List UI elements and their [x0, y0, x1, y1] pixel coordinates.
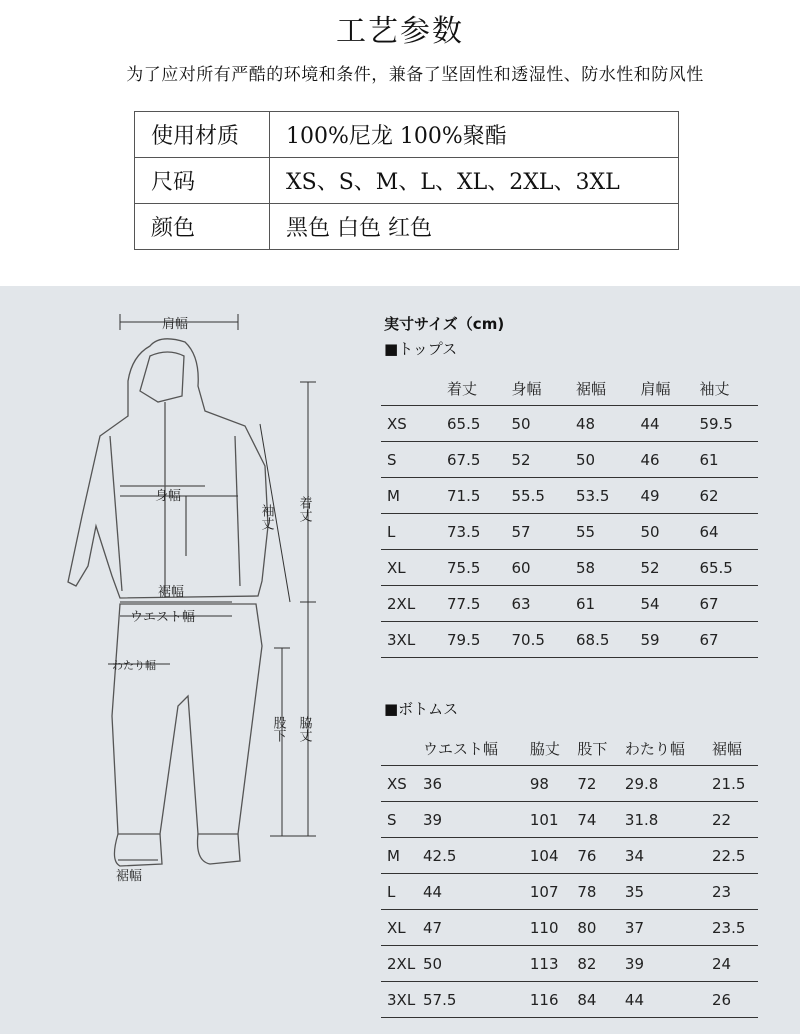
table-row	[381, 874, 758, 910]
table-cell: M	[381, 838, 417, 874]
tops-col: 肩幅	[635, 371, 694, 406]
table-cell: 50	[506, 406, 571, 442]
table-cell: XS	[381, 766, 417, 802]
spec-row-material	[135, 112, 679, 158]
table-cell: 60	[506, 550, 571, 586]
table-cell: 80	[571, 910, 619, 946]
table-row	[381, 442, 758, 478]
table-cell: 22.5	[706, 838, 758, 874]
table-cell: 55	[570, 514, 635, 550]
table-row	[381, 622, 758, 658]
spec-value: 100%尼龙 100%聚酯	[270, 112, 679, 158]
label-waist: ウエスト幅	[130, 610, 196, 625]
tops-col: 袖丈	[693, 371, 758, 406]
spec-row-size	[135, 158, 679, 204]
label-thigh: わたり幅	[112, 659, 156, 672]
table-cell: 63	[506, 586, 571, 622]
spec-key: 使用材质	[135, 112, 270, 158]
table-row	[381, 514, 758, 550]
tops-col	[381, 371, 441, 406]
bottoms-col: 脇丈	[524, 731, 572, 766]
table-cell: 77.5	[441, 586, 506, 622]
table-cell: 74	[571, 802, 619, 838]
tops-header-row	[381, 371, 758, 406]
table-cell: 34	[619, 838, 706, 874]
table-cell: XL	[381, 910, 417, 946]
table-cell: 78	[571, 874, 619, 910]
table-cell: 48	[570, 406, 635, 442]
table-cell: M	[381, 478, 441, 514]
spec-value: XS、S、M、L、XL、2XL、3XL	[270, 158, 679, 204]
table-cell: 84	[571, 982, 619, 1018]
table-row	[381, 982, 758, 1018]
table-cell: 52	[506, 442, 571, 478]
table-cell: 52	[635, 550, 694, 586]
table-row	[381, 478, 758, 514]
table-cell: 39	[619, 946, 706, 982]
table-cell: 54	[635, 586, 694, 622]
table-cell: 70.5	[506, 622, 571, 658]
bottoms-col: ウエスト幅	[417, 731, 524, 766]
spec-table	[134, 111, 679, 250]
table-cell: 3XL	[381, 982, 417, 1018]
table-cell: 98	[524, 766, 572, 802]
table-row	[381, 946, 758, 982]
table-cell: L	[381, 874, 417, 910]
bottoms-col: 裾幅	[706, 731, 758, 766]
table-cell: 58	[570, 550, 635, 586]
table-cell: 65.5	[441, 406, 506, 442]
label-body-width: 身幅	[155, 489, 182, 504]
table-row	[381, 766, 758, 802]
table-cell: 67	[693, 586, 758, 622]
table-cell: 47	[417, 910, 524, 946]
table-cell: 50	[570, 442, 635, 478]
label-side-length: 脇丈	[296, 716, 312, 742]
table-row	[381, 910, 758, 946]
table-cell: 37	[619, 910, 706, 946]
table-cell: 39	[417, 802, 524, 838]
label-hem: 裾幅	[158, 585, 185, 600]
table-cell: 24	[706, 946, 758, 982]
table-cell: 44	[635, 406, 694, 442]
table-cell: 62	[693, 478, 758, 514]
table-cell: 61	[570, 586, 635, 622]
table-cell: 76	[571, 838, 619, 874]
table-cell: 59	[635, 622, 694, 658]
spec-key: 尺码	[135, 158, 270, 204]
table-row	[381, 406, 758, 442]
label-leg-hem: 裾幅	[116, 869, 143, 884]
table-cell: 68.5	[570, 622, 635, 658]
table-cell: 36	[417, 766, 524, 802]
table-cell: 44	[619, 982, 706, 1018]
table-cell: S	[381, 802, 417, 838]
label-sleeve: 袖丈	[258, 504, 274, 530]
table-cell: 82	[571, 946, 619, 982]
spec-value: 黑色 白色 红色	[270, 204, 679, 250]
table-cell: 110	[524, 910, 572, 946]
table-cell: XS	[381, 406, 441, 442]
bottoms-col: わたり幅	[619, 731, 706, 766]
table-cell: 49	[635, 478, 694, 514]
table-cell: 50	[417, 946, 524, 982]
tops-col: 着丈	[441, 371, 506, 406]
table-row	[381, 550, 758, 586]
table-cell: 116	[524, 982, 572, 1018]
table-cell: L	[381, 514, 441, 550]
table-cell: 113	[524, 946, 572, 982]
table-row	[381, 586, 758, 622]
label-inseam: 股下	[270, 716, 286, 742]
table-row	[381, 838, 758, 874]
table-cell: 67.5	[441, 442, 506, 478]
table-cell: 72	[571, 766, 619, 802]
bottoms-table	[381, 731, 758, 1018]
table-cell: 26	[706, 982, 758, 1018]
table-cell: 65.5	[693, 550, 758, 586]
table-cell: 75.5	[441, 550, 506, 586]
table-cell: 71.5	[441, 478, 506, 514]
pants-outline	[112, 604, 262, 866]
page-title: 工艺参数	[336, 14, 464, 49]
label-length: 着丈	[296, 496, 312, 522]
size-title: 実寸サイズ（cm)	[384, 315, 505, 333]
table-cell: 53.5	[570, 478, 635, 514]
tops-col: 裾幅	[570, 371, 635, 406]
table-cell: 29.8	[619, 766, 706, 802]
table-cell: 3XL	[381, 622, 441, 658]
table-cell: 73.5	[441, 514, 506, 550]
table-cell: 67	[693, 622, 758, 658]
table-cell: 55.5	[506, 478, 571, 514]
table-cell: 59.5	[693, 406, 758, 442]
header-section	[0, 0, 800, 286]
bottoms-col: 股下	[571, 731, 619, 766]
table-cell: 23.5	[706, 910, 758, 946]
bottoms-col	[381, 731, 417, 766]
table-cell: XL	[381, 550, 441, 586]
table-cell: 104	[524, 838, 572, 874]
table-cell: 22	[706, 802, 758, 838]
table-cell: 42.5	[417, 838, 524, 874]
tops-table	[381, 371, 758, 658]
table-row	[381, 802, 758, 838]
table-cell: 44	[417, 874, 524, 910]
table-cell: 23	[706, 874, 758, 910]
table-cell: 101	[524, 802, 572, 838]
page-subtitle: 为了应对所有严酷的环境和条件，兼备了坚固性和透湿性、防水性和防风性	[126, 65, 704, 85]
jacket-outline	[68, 339, 268, 598]
measure-lines	[108, 314, 316, 860]
table-cell: 107	[524, 874, 572, 910]
garment-diagram	[0, 286, 380, 1034]
bottoms-heading: ■ボトムス	[384, 700, 459, 718]
table-cell: 57	[506, 514, 571, 550]
tops-col: 身幅	[506, 371, 571, 406]
label-shoulder: 肩幅	[162, 317, 189, 332]
table-cell: 61	[693, 442, 758, 478]
table-cell: 31.8	[619, 802, 706, 838]
table-cell: 64	[693, 514, 758, 550]
spec-key: 颜色	[135, 204, 270, 250]
size-section	[0, 286, 800, 1034]
bottoms-header-row	[381, 731, 758, 766]
spec-row-color	[135, 204, 679, 250]
table-cell: 46	[635, 442, 694, 478]
table-cell: S	[381, 442, 441, 478]
table-cell: 2XL	[381, 946, 417, 982]
table-cell: 21.5	[706, 766, 758, 802]
table-cell: 35	[619, 874, 706, 910]
table-cell: 79.5	[441, 622, 506, 658]
tops-heading: ■トップス	[384, 340, 458, 358]
table-cell: 57.5	[417, 982, 524, 1018]
table-cell: 2XL	[381, 586, 441, 622]
table-cell: 50	[635, 514, 694, 550]
